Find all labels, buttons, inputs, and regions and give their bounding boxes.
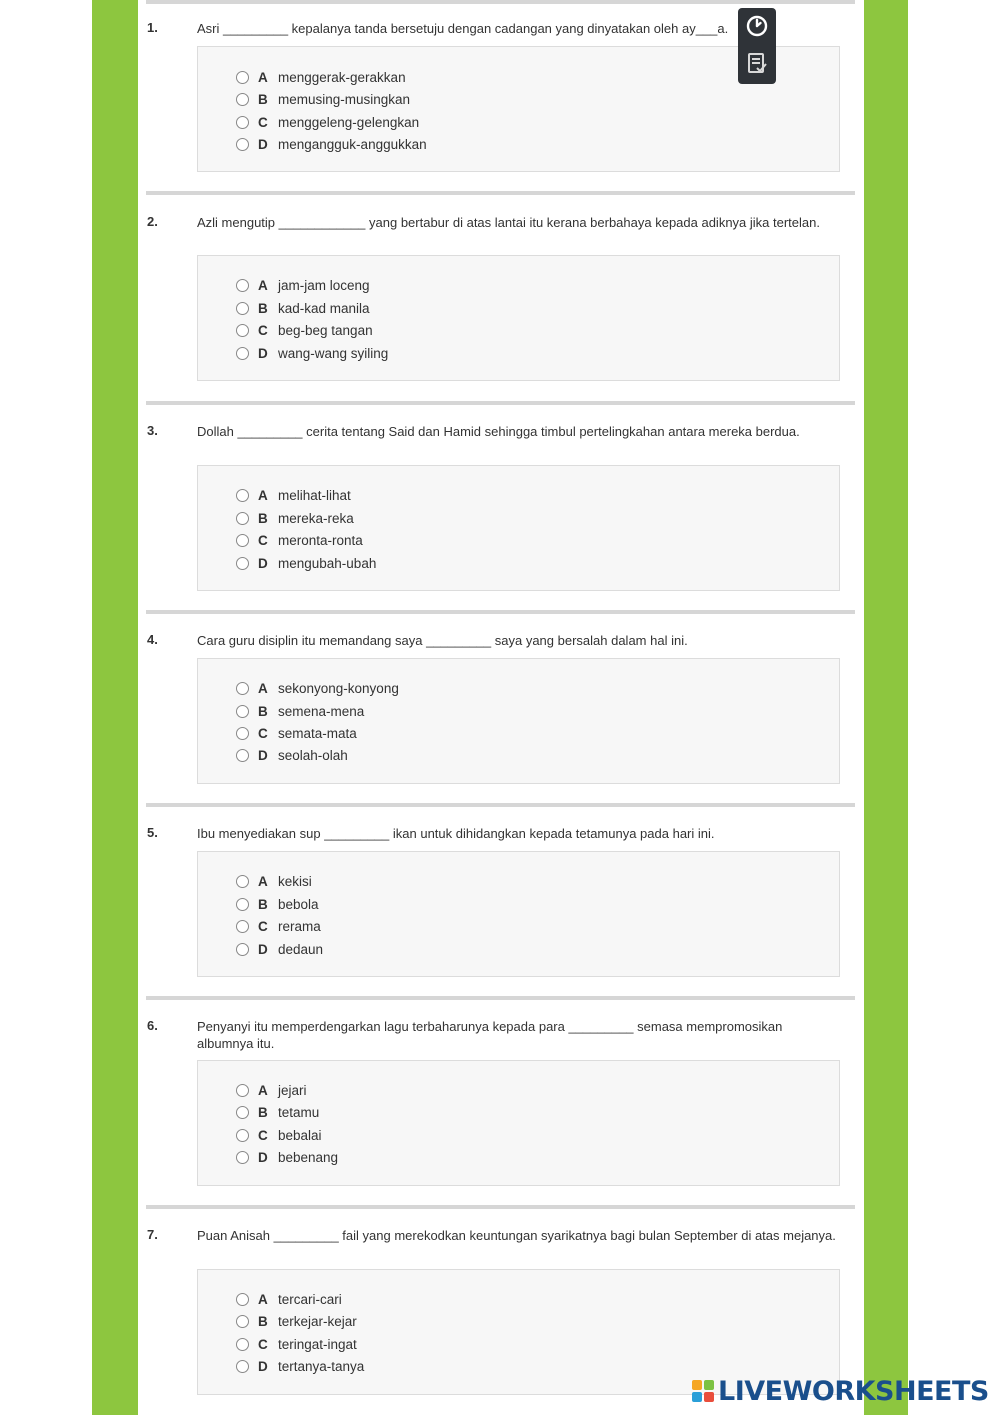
question-text: Azli mengutip ____________ yang bertabur di atas lantai itu kerana berbahaya kepada adiknya jika tertelan.	[197, 215, 820, 230]
option-letter: D	[258, 747, 268, 763]
radio-button[interactable]	[236, 93, 249, 106]
option-text: meronta-ronta	[278, 532, 363, 548]
option-b[interactable]	[236, 299, 370, 317]
radio-button[interactable]	[236, 324, 249, 337]
option-text: teringat-ingat	[278, 1336, 357, 1352]
option-c[interactable]	[236, 1335, 357, 1353]
radio-button[interactable]	[236, 943, 249, 956]
option-letter: A	[258, 277, 268, 293]
option-text: menggerak-gerakkan	[278, 69, 406, 85]
option-text: wang-wang syiling	[278, 345, 389, 361]
radio-button[interactable]	[236, 1360, 249, 1373]
radio-button[interactable]	[236, 279, 249, 292]
radio-button[interactable]	[236, 1293, 249, 1306]
option-text: tetamu	[278, 1104, 320, 1120]
option-text: mengangguk-anggukkan	[278, 136, 427, 152]
option-text: menggeleng-gelengkan	[278, 114, 420, 130]
option-text: bebola	[278, 896, 319, 912]
radio-button[interactable]	[236, 1151, 249, 1164]
question-separator	[146, 1205, 855, 1209]
question-text: Cara guru disiplin itu memandang saya _________ saya yang bersalah dalam hal ini.	[197, 633, 688, 648]
option-d[interactable]	[236, 344, 388, 362]
options-box	[197, 255, 840, 381]
option-letter: B	[258, 510, 268, 526]
question-text: Ibu menyediakan sup _________ ikan untuk dihidangkan kepada tetamunya pada hari ini.	[197, 826, 715, 841]
option-text: bebenang	[278, 1149, 339, 1165]
radio-button[interactable]	[236, 1084, 249, 1097]
option-letter: D	[258, 136, 268, 152]
option-b[interactable]	[236, 1312, 357, 1330]
option-text: mengubah-ubah	[278, 555, 377, 571]
option-letter: C	[258, 918, 268, 934]
option-letter: C	[258, 1127, 268, 1143]
question-number: 3.	[147, 423, 158, 438]
option-b[interactable]	[236, 1103, 319, 1121]
option-text: jejari	[278, 1082, 307, 1098]
option-letter: D	[258, 555, 268, 571]
left-border	[92, 0, 138, 1415]
top-separator	[146, 0, 855, 4]
question-text: Penyanyi itu memperdengarkan lagu terbaharunya kepada para _________ semasa mempromosikan albumnya itu.	[197, 1019, 783, 1051]
option-c[interactable]	[236, 724, 357, 742]
option-b[interactable]	[236, 702, 364, 720]
radio-button[interactable]	[236, 71, 249, 84]
option-text: tercari-cari	[278, 1291, 342, 1307]
option-letter: B	[258, 1104, 268, 1120]
liveworksheets-brand	[692, 1374, 989, 1408]
option-letter: B	[258, 1313, 268, 1329]
option-letter: C	[258, 532, 268, 548]
option-d[interactable]	[236, 1357, 364, 1375]
options-box	[197, 465, 840, 591]
radio-button[interactable]	[236, 489, 249, 502]
radio-button[interactable]	[236, 1315, 249, 1328]
option-letter: B	[258, 703, 268, 719]
option-text: kekisi	[278, 873, 312, 889]
radio-button[interactable]	[236, 116, 249, 129]
option-letter: B	[258, 300, 268, 316]
option-text: terkejar-kejar	[278, 1313, 357, 1329]
option-letter: A	[258, 680, 268, 696]
question-text: Puan Anisah _________ fail yang merekodkan keuntungan syarikatnya bagi bulan September di atas mejanya.	[197, 1228, 836, 1243]
question-number: 4.	[147, 632, 158, 647]
option-text: melihat-lihat	[278, 487, 351, 503]
option-c[interactable]	[236, 917, 321, 935]
option-letter: A	[258, 1291, 268, 1307]
option-letter: C	[258, 1336, 268, 1352]
option-letter: A	[258, 487, 268, 503]
option-letter: A	[258, 69, 268, 85]
question-separator	[146, 803, 855, 807]
radio-button[interactable]	[236, 302, 249, 315]
radio-button[interactable]	[236, 1338, 249, 1351]
option-letter: D	[258, 1149, 268, 1165]
option-a[interactable]	[236, 872, 312, 890]
option-letter: B	[258, 896, 268, 912]
question-text: Dollah _________ cerita tentang Said dan Hamid sehingga timbul pertelingkahan antara mereka berdua.	[197, 424, 800, 439]
radio-button[interactable]	[236, 138, 249, 151]
checklist-icon[interactable]	[742, 48, 772, 78]
radio-button[interactable]	[236, 347, 249, 360]
option-b[interactable]	[236, 895, 319, 913]
radio-button[interactable]	[236, 512, 249, 525]
timer-icon[interactable]	[742, 11, 772, 41]
floating-toolbar	[738, 8, 776, 84]
question-text: Asri _________ kepalanya tanda bersetuju dengan cadangan yang dinyatakan oleh ay___a.	[197, 21, 729, 36]
option-d[interactable]	[236, 1148, 338, 1166]
option-letter: D	[258, 345, 268, 361]
question-separator	[146, 610, 855, 614]
option-letter: D	[258, 941, 268, 957]
radio-button[interactable]	[236, 920, 249, 933]
option-a[interactable]	[236, 68, 406, 86]
question-number: 6.	[147, 1018, 158, 1033]
radio-button[interactable]	[236, 1106, 249, 1119]
option-text: sekonyong-konyong	[278, 680, 399, 696]
option-text: jam-jam loceng	[278, 277, 370, 293]
option-a[interactable]	[236, 486, 351, 504]
option-text: beg-beg tangan	[278, 322, 373, 338]
radio-button[interactable]	[236, 727, 249, 740]
question-separator	[146, 401, 855, 405]
option-letter: A	[258, 873, 268, 889]
option-text: kad-kad manila	[278, 300, 370, 316]
option-letter: C	[258, 725, 268, 741]
question-separator	[146, 996, 855, 1000]
option-text: tertanya-tanya	[278, 1358, 365, 1374]
option-letter: A	[258, 1082, 268, 1098]
radio-button[interactable]	[236, 1129, 249, 1142]
question-number: 2.	[147, 214, 158, 229]
question-number: 7.	[147, 1227, 158, 1242]
option-letter: C	[258, 322, 268, 338]
option-d[interactable]	[236, 746, 348, 764]
option-letter: B	[258, 91, 268, 107]
option-text: rerama	[278, 918, 321, 934]
question-separator	[146, 191, 855, 195]
option-text: memusing-musingkan	[278, 91, 411, 107]
option-c[interactable]	[236, 531, 363, 549]
option-c[interactable]	[236, 321, 373, 339]
option-text: bebalai	[278, 1127, 322, 1143]
brand-name: LIVEWORKSHEETS	[718, 1375, 989, 1407]
option-d[interactable]	[236, 940, 323, 958]
option-a[interactable]	[236, 1290, 342, 1308]
option-d[interactable]	[236, 135, 427, 153]
option-a[interactable]	[236, 679, 399, 697]
option-b[interactable]	[236, 509, 354, 527]
radio-button[interactable]	[236, 682, 249, 695]
option-text: mereka-reka	[278, 510, 354, 526]
option-text: semena-mena	[278, 703, 365, 719]
option-letter: D	[258, 1358, 268, 1374]
option-c[interactable]	[236, 1126, 322, 1144]
options-box	[197, 851, 840, 977]
option-text: dedaun	[278, 941, 324, 957]
option-b[interactable]	[236, 90, 410, 108]
option-text: semata-mata	[278, 725, 357, 741]
question-number: 1.	[147, 20, 158, 35]
radio-button[interactable]	[236, 875, 249, 888]
option-c[interactable]	[236, 113, 419, 131]
options-box	[197, 1060, 840, 1186]
question-number: 5.	[147, 825, 158, 840]
radio-button[interactable]	[236, 534, 249, 547]
radio-button[interactable]	[236, 557, 249, 570]
radio-button[interactable]	[236, 749, 249, 762]
right-border	[864, 0, 908, 1415]
option-d[interactable]	[236, 554, 376, 572]
option-a[interactable]	[236, 1081, 307, 1099]
options-box	[197, 658, 840, 784]
radio-button[interactable]	[236, 898, 249, 911]
option-letter: C	[258, 114, 268, 130]
liveworksheets-logo-icon	[692, 1380, 714, 1402]
radio-button[interactable]	[236, 705, 249, 718]
option-text: seolah-olah	[278, 747, 348, 763]
option-a[interactable]	[236, 276, 370, 294]
